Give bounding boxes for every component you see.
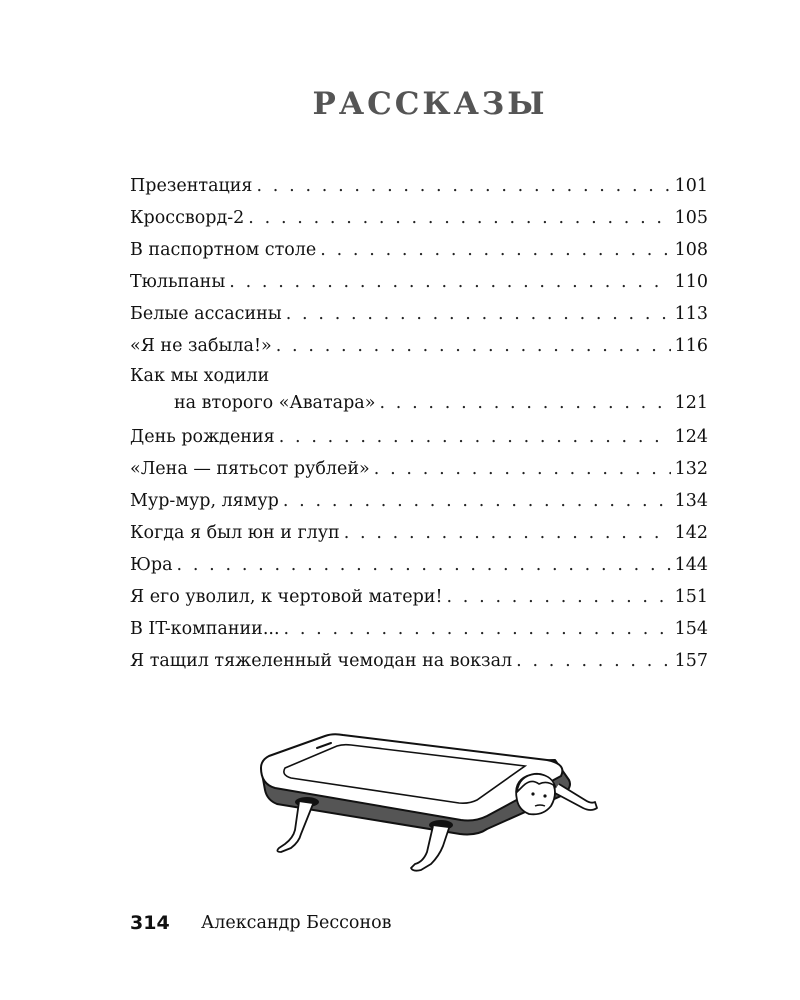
toc-entry-page: 116 bbox=[674, 336, 708, 356]
toc-entry-page: 124 bbox=[674, 427, 708, 447]
toc-entry-title: В паспортном столе bbox=[130, 240, 317, 260]
toc-dot-leader bbox=[229, 268, 670, 296]
toc-entry-page: 151 bbox=[674, 587, 708, 607]
toc-entry-page: 144 bbox=[674, 555, 708, 575]
toc-entry-title: Юра bbox=[130, 555, 173, 575]
footer-page-number: 314 bbox=[130, 912, 170, 934]
toc-entry-page: 121 bbox=[674, 393, 708, 413]
toc-entry bbox=[130, 204, 708, 236]
toc-entry bbox=[130, 455, 708, 487]
toc-entry-page: 101 bbox=[674, 176, 708, 196]
table-of-contents bbox=[130, 172, 708, 679]
toc-entry-page: 113 bbox=[674, 304, 708, 324]
toc-entry bbox=[130, 487, 708, 519]
toc-entry-title: Я его уволил, к чертовой матери! bbox=[130, 587, 443, 607]
toc-entry bbox=[130, 236, 708, 268]
toc-entry-title: Мур-мур, лямур bbox=[130, 491, 279, 511]
toc-entry-page: 142 bbox=[674, 523, 708, 543]
toc-entry bbox=[130, 423, 708, 455]
toc-dot-leader bbox=[516, 647, 670, 675]
toc-entry-continuation bbox=[130, 389, 708, 423]
toc-dot-leader bbox=[379, 389, 670, 417]
toc-entry bbox=[130, 172, 708, 204]
toc-entry-page: 157 bbox=[674, 651, 708, 671]
toc-entry bbox=[130, 332, 708, 364]
toc-dot-leader bbox=[248, 204, 670, 232]
toc-entry bbox=[130, 583, 708, 615]
toc-dot-leader bbox=[177, 551, 671, 579]
toc-entry-title: В IT-компании... bbox=[130, 619, 280, 639]
toc-dot-leader bbox=[279, 423, 671, 451]
toc-entry-title: Я тащил тяжеленный чемодан на вокзал bbox=[130, 651, 513, 671]
toc-entry-page: 110 bbox=[674, 272, 708, 292]
toc-dot-leader bbox=[256, 172, 670, 200]
toc-entry-title: День рождения bbox=[130, 427, 275, 447]
toc-entry-title: Презентация bbox=[130, 176, 253, 196]
toc-entry-title: Тюльпаны bbox=[130, 272, 226, 292]
person-eye bbox=[531, 792, 534, 795]
toc-entry-page: 108 bbox=[674, 240, 708, 260]
toc-entry bbox=[130, 551, 708, 583]
phone-cartoon-illustration bbox=[255, 730, 600, 880]
left-arm bbox=[277, 802, 313, 852]
toc-entry-title: Белые ассасины bbox=[130, 304, 282, 324]
toc-dot-leader bbox=[446, 583, 670, 611]
toc-entry-title: Кроссворд-2 bbox=[130, 208, 245, 228]
toc-entry-page: 132 bbox=[674, 459, 708, 479]
toc-entry-title: Как мы ходили bbox=[130, 366, 270, 386]
person-eye bbox=[543, 794, 546, 797]
toc-entry bbox=[130, 519, 708, 551]
toc-entry-title: «Лена — пятьсот рублей» bbox=[130, 459, 370, 479]
toc-dot-leader bbox=[286, 300, 671, 328]
toc-entry-page: 134 bbox=[674, 491, 708, 511]
toc-entry-page: 105 bbox=[674, 208, 708, 228]
toc-entry-title-continued: на второго «Аватара» bbox=[174, 393, 376, 413]
toc-entry bbox=[130, 268, 708, 300]
page-title: РАССКАЗЫ bbox=[312, 86, 548, 122]
toc-entry bbox=[130, 647, 708, 679]
toc-dot-leader bbox=[284, 615, 671, 643]
toc-entry bbox=[130, 364, 708, 423]
toc-dot-leader bbox=[283, 487, 671, 515]
toc-entry-title: «Я не забыла!» bbox=[130, 336, 272, 356]
toc-dot-leader bbox=[276, 332, 671, 360]
toc-entry bbox=[130, 300, 708, 332]
footer-author: Александр Бессонов bbox=[201, 913, 392, 933]
toc-dot-leader bbox=[374, 455, 671, 483]
toc-dot-leader bbox=[344, 519, 671, 547]
toc-entry bbox=[130, 615, 708, 647]
middle-arm bbox=[411, 826, 449, 871]
toc-entry-title: Когда я был юн и глуп bbox=[130, 523, 340, 543]
toc-dot-leader bbox=[320, 236, 670, 264]
toc-entry-page: 154 bbox=[674, 619, 708, 639]
